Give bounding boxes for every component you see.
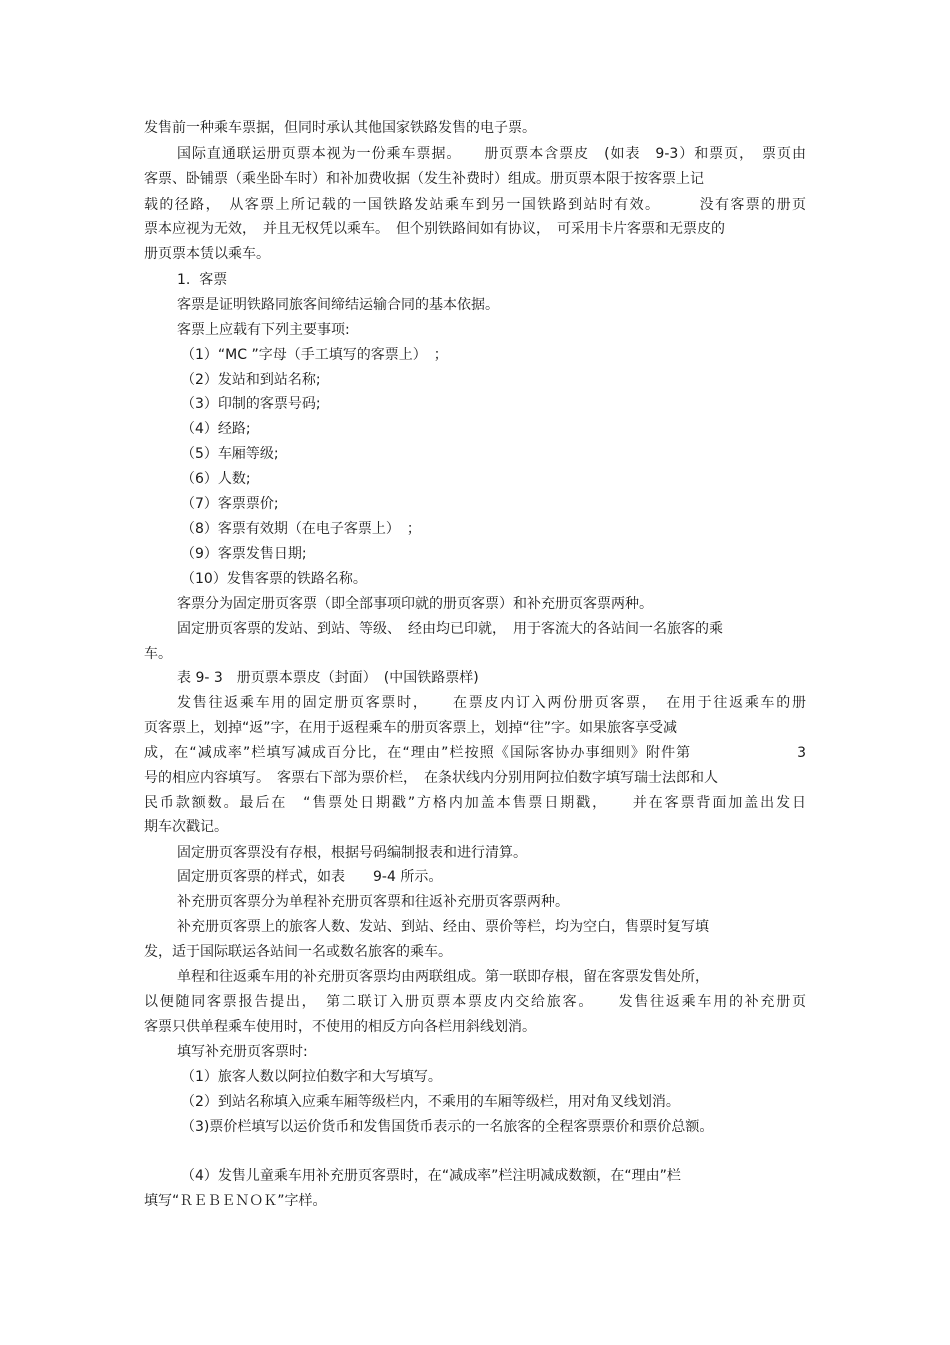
text-line: 期车次戳记。 [144,819,228,835]
list-item: （7）客票票价; [181,496,279,512]
list-item: （4）经路; [181,421,251,437]
table-caption: 表 9- 3 册页票本票皮（封面） (中国铁路票样) [177,670,479,686]
list-item: （10）发售客票的铁路名称。 [181,571,367,587]
text-line: 册页票本赁以乘车。 [144,246,270,262]
text-line: 发售前一种乘车票据，但同时承认其他国家铁路发售的电子票。 [144,120,536,136]
text-line: 客票分为固定册页客票（即全部事项印就的册页客票）和补充册页客票两种。 [177,596,653,612]
list-item: （1）旅客人数以阿拉伯数字和大写填写。 [181,1069,442,1085]
section-heading: 1. 客票 [177,272,228,288]
text-line: 补充册页客票上的旅客人数、发站、到站、经由、票价等栏，均为空白，售票时复写填 [177,919,709,935]
list-item: （3）印制的客票号码; [181,396,321,412]
text-line: 票本应视为无效， 并且无权凭以乘车。 但个别铁路间如有协议， 可采用卡片客票和无票皮的 [144,221,725,237]
text-line: 填写“ＲＥＢＥＮＯＫ”字样。 [144,1193,327,1209]
list-item: （3)票价栏填写以运价货币和发售国货币表示的一名旅客的全程客票票价和票价总额。 [181,1119,714,1135]
text-line: 固定册页客票的样式，如表 9-4 所示。 [177,869,443,885]
text-line: 车。 [144,646,172,662]
text-line: 发，适于国际联运各站间一名或数名旅客的乘车。 [144,944,452,960]
text-line: 号的相应内容填写。 客票右下部为票价栏， 在条状线内分别用阿拉伯数字填写瑞士法郎和人 [144,770,718,786]
text-line: 页客票上，划掉“返”字，在用于返程乘车的册页客票上，划掉“往”字。如果旅客享受减 [144,720,678,736]
text-line: 以便随同客票报告提出， 第二联订入册页票本票皮内交给旅客。 发售往返乘车用的补充册页 [144,994,806,1010]
list-item: （2）到站名称填入应乘车厢等级栏内，不乘用的车厢等级栏，用对角叉线划消。 [181,1094,680,1110]
text-line: 发售往返乘车用的固定册页客票时， 在票皮内订入两份册页客票， 在用于往返乘车的册 [177,695,806,711]
text-line: 民币款额数。最后在 “售票处日期戳”方格内加盖本售票日期戳， 并在客票背面加盖出发日 [144,795,806,811]
text-line: 填写补充册页客票时: [177,1044,308,1060]
list-item: （5）车厢等级; [181,446,279,462]
text-line: 客票上应载有下列主要事项: [177,322,350,338]
list-item: （9）客票发售日期; [181,546,307,562]
list-item: （2）发站和到站名称; [181,372,321,388]
text-line: 单程和往返乘车用的补充册页客票均由两联组成。第一联即存根，留在客票发售处所， [177,969,709,985]
text-line: 固定册页客票没有存根，根据号码编制报表和进行清算。 [177,845,527,861]
text-line: 补充册页客票分为单程补充册页客票和往返补充册页客票两种。 [177,894,569,910]
text-line: 客票只供单程乘车使用时，不使用的相反方向各栏用斜线划消。 [144,1019,536,1035]
text-line: 客票、卧铺票（乘坐卧车时）和补加费收据（发生补费时）组成。册页票本限于按客票上记 [144,171,704,187]
text-line: 客票是证明铁路同旅客间缔结运输合同的基本依据。 [177,297,499,313]
list-item: （8）客票有效期（在电子客票上） ； [181,521,421,537]
list-item: （6）人数; [181,471,251,487]
text-line: 国际直通联运册页票本视为一份乘车票据。 册页票本含票皮 (如表 9-3）和票页， 票页由 [177,146,806,162]
text-line: 成，在“减成率”栏填写减成百分比，在“理由”栏按照《国际客协办事细则》附件第 3 [144,745,806,761]
text-line: 载的径路， 从客票上所记载的一国铁路发站乘车到另一国铁路到站时有效。 没有客票的册页 [144,197,806,213]
list-item: （1）“MC ”字母（手工填写的客票上） ； [181,347,448,363]
text-line: 固定册页客票的发站、到站、等级、 经由均已印就， 用于客流大的各站间一名旅客的乘 [177,621,723,637]
list-item: （4）发售儿童乘车用补充册页客票时，在“减成率”栏注明减成数额，在“理由”栏 [181,1168,681,1184]
